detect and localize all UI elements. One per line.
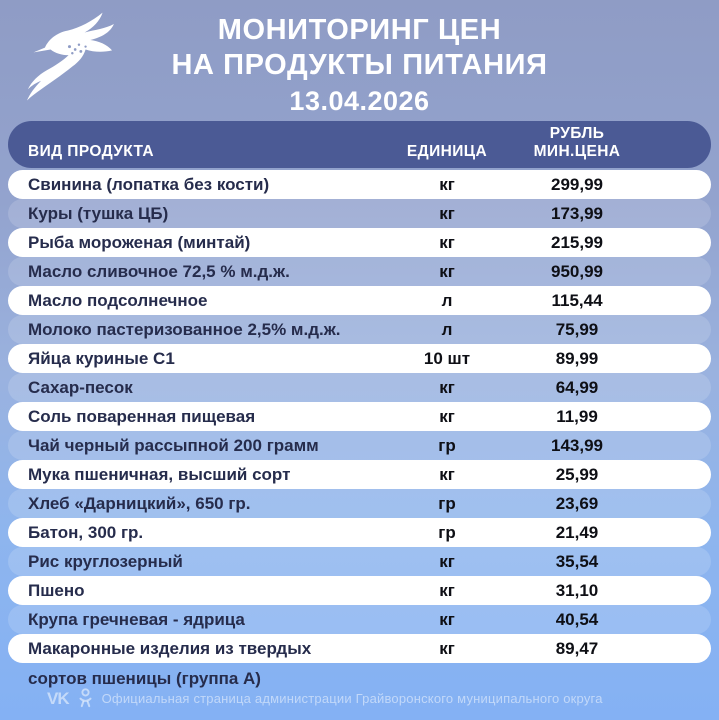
- table-row: [8, 199, 711, 228]
- product-name: Яйца куриные С1: [28, 348, 175, 368]
- column-header-price-line2: МИН.ЦЕНА: [533, 143, 621, 160]
- table-row: [8, 373, 711, 402]
- price-value: 25,99: [555, 464, 599, 484]
- table-row: [8, 170, 711, 199]
- table-row: [8, 518, 711, 547]
- unit-value: кг: [439, 609, 455, 629]
- product-name: Соль поваренная пищевая: [28, 406, 256, 426]
- column-header-price-line1: РУБЛЬ: [549, 125, 605, 142]
- price-value: 40,54: [555, 609, 599, 629]
- price-value: 89,47: [555, 638, 599, 658]
- table-row: [8, 286, 711, 315]
- table-row: [8, 489, 711, 518]
- table-header-row: [8, 121, 711, 168]
- table-row: [8, 228, 711, 257]
- report-date: 13.04.2026: [289, 86, 430, 116]
- table-row: [8, 431, 711, 460]
- column-header-product: ВИД ПРОДУКТА: [28, 143, 155, 160]
- unit-value: кг: [439, 203, 455, 223]
- product-name: Макаронные изделия из твердых: [28, 638, 312, 658]
- table-row: [8, 402, 711, 431]
- unit-value: кг: [439, 638, 455, 658]
- product-name-overflow: сортов пшеницы (группа А): [28, 668, 261, 688]
- table-row: [8, 257, 711, 286]
- table-body: [8, 170, 711, 663]
- product-name: Мука пшеничная, высший сорт: [28, 464, 291, 484]
- price-value: 215,99: [551, 232, 603, 252]
- ok-icon[interactable]: [78, 688, 93, 708]
- unit-value: гр: [438, 493, 456, 513]
- unit-value: кг: [439, 406, 455, 426]
- page-footer: [0, 684, 719, 712]
- price-value: 299,99: [551, 174, 603, 194]
- table-row: [8, 576, 711, 605]
- product-name: Батон, 300 гр.: [28, 522, 144, 542]
- price-table: [8, 121, 711, 692]
- title-line-1: МОНИТОРИНГ ЦЕН: [217, 14, 502, 46]
- price-value: 950,99: [551, 261, 603, 281]
- product-name: Чай черный рассыпной 200 грамм: [28, 435, 319, 455]
- table-row: [8, 315, 711, 344]
- price-value: 35,54: [555, 551, 599, 571]
- product-name: Рыба мороженая (минтай): [28, 232, 251, 252]
- unit-value: кг: [439, 174, 455, 194]
- price-value: 31,10: [555, 580, 599, 600]
- product-name: Сахар-песок: [28, 377, 133, 397]
- unit-value: кг: [439, 261, 455, 281]
- price-value: 89,99: [555, 348, 599, 368]
- unit-value: гр: [438, 435, 456, 455]
- table-row: [8, 547, 711, 576]
- product-name: Молоко пастеризованное 2,5% м.д.ж.: [28, 319, 341, 339]
- price-value: 143,99: [551, 435, 603, 455]
- column-header-unit: ЕДИНИЦА: [406, 143, 488, 160]
- product-name: Пшено: [28, 580, 85, 600]
- vk-icon[interactable]: VK: [47, 688, 69, 708]
- unit-value: гр: [438, 522, 456, 542]
- product-name: Куры (тушка ЦБ): [28, 203, 169, 223]
- footer-caption: Официальная страница администрации Грайворонского муниципального округа: [101, 690, 603, 706]
- product-name: Масло подсолнечное: [28, 290, 208, 310]
- unit-value: л: [441, 319, 453, 339]
- unit-value: л: [441, 290, 453, 310]
- product-name: Масло сливочное 72,5 % м.д.ж.: [28, 261, 290, 281]
- unit-value: 10 шт: [423, 348, 471, 368]
- price-value: 173,99: [551, 203, 603, 223]
- unit-value: кг: [439, 580, 455, 600]
- unit-value: кг: [439, 464, 455, 484]
- unit-value: кг: [439, 232, 455, 252]
- table-row: [8, 605, 711, 634]
- price-value: 11,99: [556, 406, 598, 426]
- product-name: Крупа гречневая - ядрица: [28, 609, 245, 629]
- column-header-price: [507, 125, 647, 161]
- product-name: Свинина (лопатка без кости): [28, 174, 270, 194]
- unit-value: кг: [439, 551, 455, 571]
- product-name: Рис круглозерный: [28, 551, 183, 571]
- page-header: [0, 0, 719, 121]
- table-row: [8, 634, 711, 663]
- price-value: 23,69: [555, 493, 599, 513]
- product-name: Хлеб «Дарницкий», 650 гр.: [28, 493, 251, 513]
- price-value: 64,99: [555, 377, 599, 397]
- price-value: 75,99: [555, 319, 599, 339]
- price-value: 115,44: [551, 290, 603, 310]
- price-value: 21,49: [555, 522, 599, 542]
- table-row: [8, 344, 711, 373]
- title-line-2: НА ПРОДУКТЫ ПИТАНИЯ: [171, 49, 548, 81]
- unit-value: кг: [439, 377, 455, 397]
- bird-logo: [26, 10, 130, 106]
- table-row: [8, 460, 711, 489]
